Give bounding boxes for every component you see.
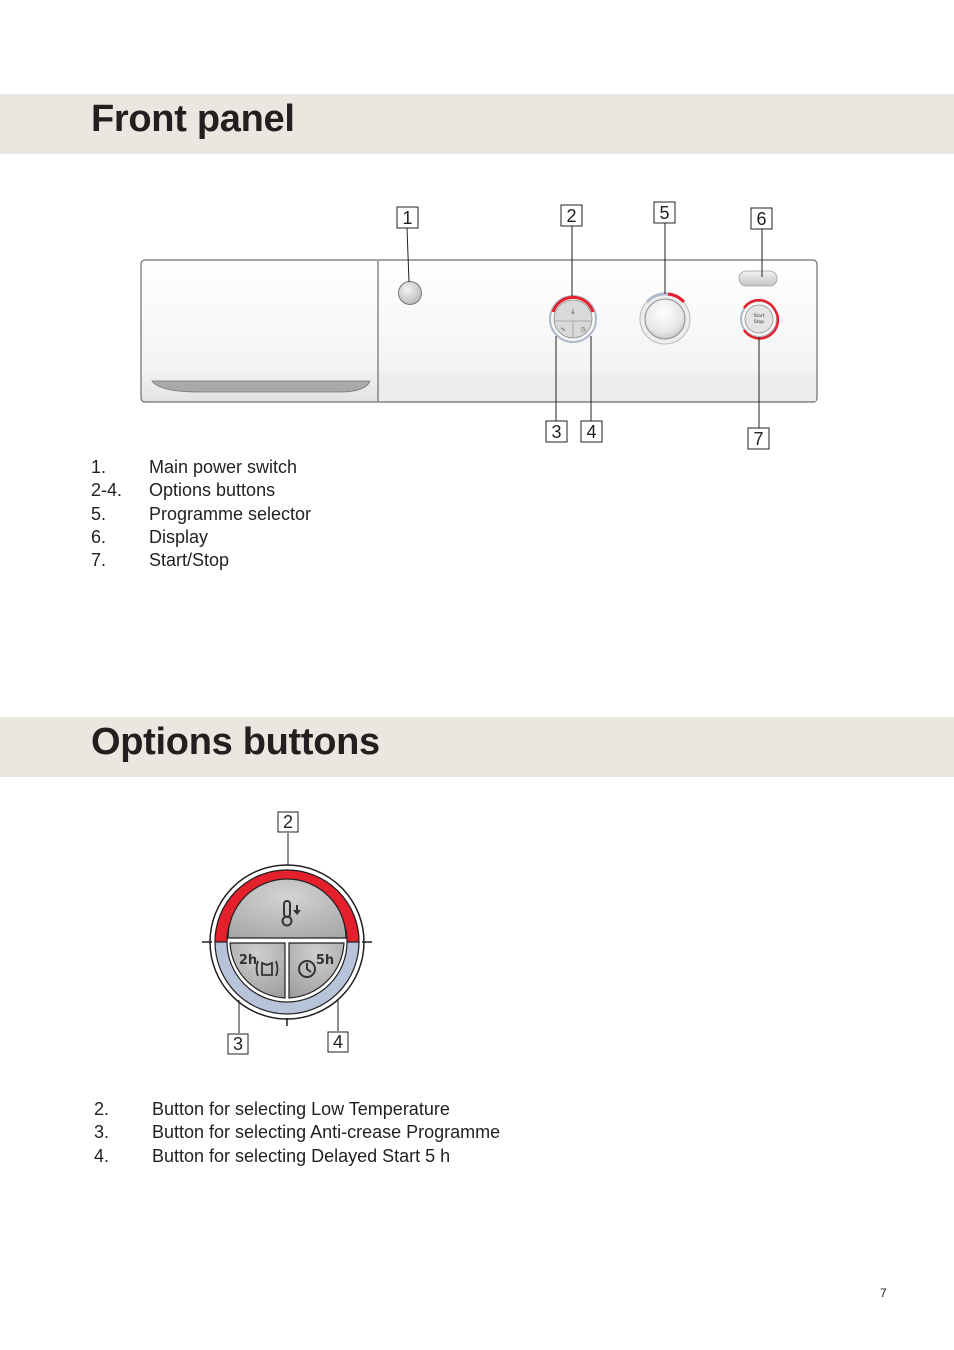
- callout-1: 1: [402, 208, 413, 228]
- legend-num: 6.: [91, 526, 107, 547]
- legend-item: [91, 526, 311, 549]
- callout-5: 5: [659, 203, 670, 223]
- legend-text: Button for selecting Delayed Start 5 h: [152, 1145, 451, 1166]
- legend-text: Options buttons: [149, 480, 276, 501]
- callout-3: 3: [232, 1034, 244, 1054]
- drawer-handle[interactable]: [152, 381, 370, 392]
- options-buttons-small[interactable]: [550, 296, 596, 342]
- legend-text: Button for selecting Low Temperature: [152, 1099, 450, 1119]
- legend-num: 2.: [94, 1099, 110, 1119]
- callout-4: 4: [332, 1032, 344, 1052]
- front-panel-header: [0, 94, 954, 154]
- legend-item: [94, 1145, 500, 1168]
- legend-item: [94, 1098, 500, 1121]
- options-buttons-legend: [94, 1098, 500, 1168]
- anticrease-icon: ∿: [560, 326, 566, 333]
- legend-item: [91, 549, 311, 572]
- options-buttons-title: Options buttons: [91, 721, 380, 763]
- main-power-switch[interactable]: [399, 282, 422, 305]
- delay-label: 5h: [315, 953, 335, 968]
- legend-num: 2-4.: [91, 480, 123, 501]
- callout-4: 4: [586, 422, 597, 442]
- legend-text: Programme selector: [149, 503, 312, 524]
- legend-text: Button for selecting Anti-crease Programme: [152, 1122, 501, 1143]
- legend-text: Main power switch: [149, 457, 298, 477]
- start-label: Start: [753, 314, 765, 319]
- callout-7: 7: [753, 429, 764, 449]
- legend-num: 1.: [91, 457, 107, 477]
- start-stop-button[interactable]: [741, 300, 778, 338]
- callout-3: 3: [551, 422, 562, 442]
- legend-num: 4.: [94, 1145, 110, 1166]
- legend-text: Start/Stop: [149, 550, 230, 571]
- legend-item: [91, 479, 311, 502]
- front-panel-title: Front panel: [91, 98, 295, 140]
- callout-6: 6: [756, 209, 767, 229]
- page-number: 7: [880, 1286, 887, 1300]
- stop-label: Stop: [753, 320, 765, 325]
- callout-2: 2: [566, 206, 577, 226]
- legend-item: [91, 503, 311, 526]
- legend-item: [91, 456, 311, 479]
- legend-num: 3.: [94, 1122, 110, 1143]
- legend-item: [94, 1121, 500, 1144]
- programme-selector-knob[interactable]: [640, 294, 690, 344]
- legend-num: 5.: [91, 503, 107, 524]
- appliance-panel: [141, 260, 817, 402]
- callout-2: 2: [282, 812, 294, 832]
- thermometer-icon: ↓: [570, 308, 576, 316]
- front-panel-legend: [91, 456, 311, 572]
- legend-text: Display: [149, 526, 209, 547]
- options-buttons-diagram: [0, 805, 954, 1065]
- front-panel-diagram: [0, 190, 954, 460]
- legend-num: 7.: [91, 550, 107, 571]
- options-buttons-header: [0, 717, 954, 777]
- anticrease-label: 2h: [238, 953, 258, 968]
- clock-icon: ◷: [580, 326, 586, 333]
- display: [739, 271, 777, 286]
